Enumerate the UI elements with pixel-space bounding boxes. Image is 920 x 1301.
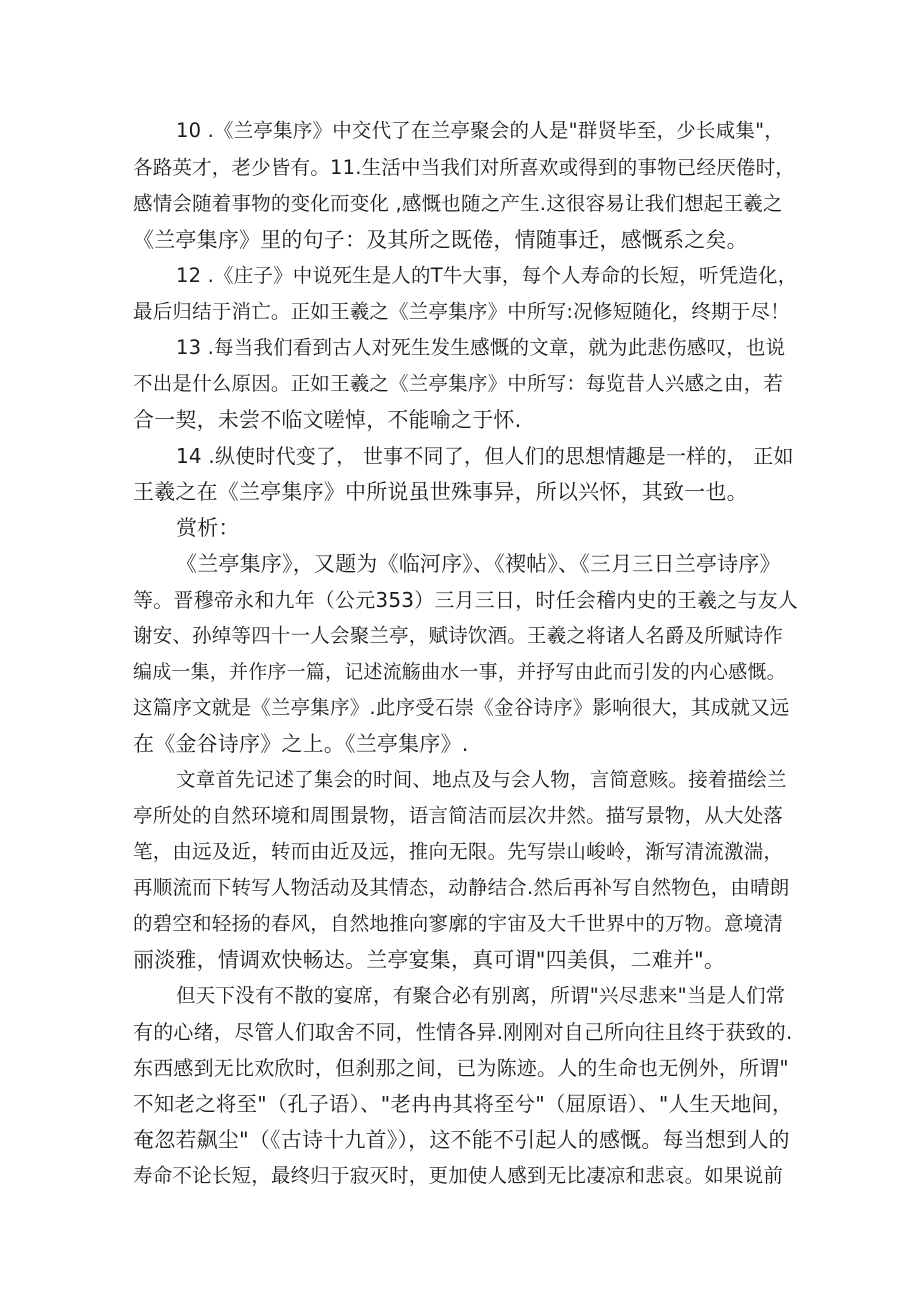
scenery-paragraph-line-4: 再顺流而下转写人物活动及其情态，动静结合.然后再补写自然物色，由晴朗 bbox=[133, 876, 790, 899]
intro-paragraph-line-1: 《兰亭集序》，又题为《临河序》、《禊帖》、《三月三日兰亭诗序》 bbox=[176, 552, 781, 576]
paragraph-13-line-2: 不出是什么原因。正如王羲之《兰亭集序》中所写：每览昔人兴感之由，若 bbox=[133, 372, 784, 395]
emotion-paragraph-line-1: 但天下没有不散的宴席，有聚合必有别离，所谓"兴尽悲来"当是人们常 bbox=[176, 984, 786, 1007]
emotion-paragraph-line-5: 奄忽若飙尘"（《古诗十九首》），这不能不引起人的感慨。每当想到人的 bbox=[133, 1128, 790, 1152]
paragraph-14-line-2: 王羲之在《兰亭集序》中所说虽世殊事异，所以兴怀，其致一也。 bbox=[133, 480, 748, 504]
intro-paragraph-line-5: 这篇序文就是《兰亭集序》.此序受石崇《金谷诗序》影响很大，其成就又远 bbox=[133, 696, 790, 719]
scenery-paragraph-line-1: 文章首先记述了集会的时间、地点及与会人物，言简意赅。接着描绘兰 bbox=[176, 768, 787, 791]
paragraph-10-line-4: 《兰亭集序》里的句子：及其所之既倦，情随事迁，感慨系之矣。 bbox=[133, 228, 748, 252]
emotion-paragraph-line-2: 有的心绪，尽管人们取舍不同，性情各异.刚刚对自己所向往且终于获致的. bbox=[133, 1020, 793, 1044]
scenery-paragraph-line-6: 丽淡雅，情调欢快畅达。兰亭宴集，真可谓"四美俱，二难并"。 bbox=[133, 948, 726, 972]
intro-paragraph-line-2: 等。晋穆帝永和九年（公元353）三月三日，时任会稽内史的王羲之与友人 bbox=[133, 588, 798, 612]
scenery-paragraph-line-3: 笔，由远及近，转而由近及远，推向无限。先写崇山峻岭，渐写清流激湍， bbox=[133, 840, 784, 863]
emotion-paragraph-line-6: 寿命不论长短，最终归于寂灭时，更加使人感到无比凄凉和悲哀。如果说前 bbox=[133, 1164, 784, 1187]
paragraph-13-line-1: 13 .每当我们看到古人对死生发生感慨的文章，就为此悲伤感叹，也说 bbox=[176, 336, 786, 359]
emotion-paragraph-line-3: 东西感到无比欢欣时，但刹那之间，已为陈迹。人的生命也无例外，所谓" bbox=[133, 1056, 789, 1080]
paragraph-14-line-1: 14 .纵使时代变了， 世事不同了，但人们的思想情趣是一样的， 正如 bbox=[176, 444, 794, 468]
scenery-paragraph-line-2: 亭所处的自然环境和周围景物，语言简洁而层次井然。描写景物，从大处落 bbox=[133, 804, 784, 827]
scenery-paragraph-line-5: 的碧空和轻扬的春风，自然地推向寥廓的宇宙及大千世界中的万物。意境清 bbox=[133, 912, 784, 935]
intro-paragraph-line-3: 谢安、孙绰等四十一人会聚兰亭，赋诗饮酒。王羲之将诸人名爵及所赋诗作 bbox=[133, 624, 784, 647]
paragraph-12-line-2: 最后归结于消亡。正如王羲之《兰亭集序》中所写:况修短随化，终期于尽！ bbox=[133, 300, 790, 323]
appreciation-heading: 赏析： bbox=[176, 516, 240, 540]
paragraph-10-line-1: 10 .《兰亭集序》中交代了在兰亭聚会的人是"群贤毕至，少长咸集"， bbox=[176, 119, 784, 142]
paragraph-13-line-3: 合一契，未尝不临文嗟悼，不能喻之于怀. bbox=[133, 408, 522, 432]
paragraph-10-line-2: 各路英才，老少皆有。11.生活中当我们对所喜欢或得到的事物已经厌倦时， bbox=[133, 156, 796, 179]
paragraph-10-line-3: 感情会随着事物的变化而变化 ,感慨也随之产生.这很容易让我们想起王羲之 bbox=[133, 192, 783, 215]
emotion-paragraph-line-4: 不知老之将至"（孔子语）、"老冉冉其将至兮"（屈原语）、"人生天地间， bbox=[133, 1092, 793, 1116]
intro-paragraph-line-4: 编成一集，并作序一篇，记述流觞曲水一事，并抒写由此而引发的内心感慨。 bbox=[133, 661, 786, 683]
intro-paragraph-line-6: 在《金谷诗序》之上。《兰亭集序》. bbox=[133, 732, 469, 756]
paragraph-12-line-1: 12 .《庄子》中说死生是人的T牛大事，每个人寿命的长短，听凭造化， bbox=[176, 264, 798, 287]
